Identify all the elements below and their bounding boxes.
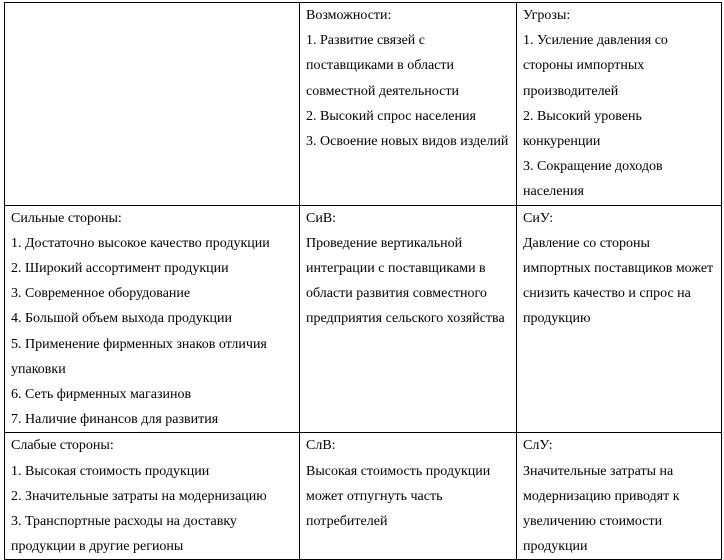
st-title: СиУ:: [523, 210, 554, 226]
strengths-title: Сильные стороны:: [11, 210, 122, 226]
opportunity-item: 3. Освоение новых видов изделий: [306, 134, 509, 150]
opportunities-cell: [300, 3, 517, 206]
strength-item: 2. Широкий ассортимент продукции: [11, 261, 229, 277]
strength-item: 7. Наличие финансов для развития: [11, 412, 219, 428]
threats-title: Угрозы:: [523, 8, 571, 23]
opportunity-item: 2. Высокий спрос населения: [306, 108, 476, 124]
swot-matrix-table: [4, 2, 722, 560]
threat-item: 2. Высокий уровень конкуренции: [523, 108, 642, 150]
so-title: СиВ:: [306, 210, 337, 226]
st-text: Давление со стороны импортных поставщиков может снизить качество и спрос на продукцию: [523, 235, 714, 327]
strengths-cell: [5, 205, 300, 433]
wt-text: Значительные затраты на модернизацию приводят к увеличению стоимости продукции: [523, 463, 680, 555]
weakness-item: 1. Высокая стоимость продукции: [11, 463, 210, 479]
so-text: Проведение вертикальной интеграции с поставщиками в области развития совместного предприятия сельского хозяйства: [306, 235, 505, 327]
strength-item: 6. Сеть фирменных магазинов: [11, 387, 192, 403]
strength-item: 3. Современное оборудование: [11, 286, 191, 302]
opportunities-title: Возможности:: [306, 8, 392, 23]
wt-title: СлУ:: [523, 438, 553, 454]
so-strategy-cell: [300, 205, 517, 433]
threat-item: 3. Сокращение доходов населения: [523, 159, 663, 200]
strength-item: 5. Применение фирменных знаков отличия упаковки: [11, 336, 267, 377]
strength-item: 1. Достаточно высокое качество продукции: [11, 235, 270, 251]
strengths-row: [5, 205, 722, 433]
wo-title: СлВ:: [306, 438, 336, 454]
strength-item: 4. Большой объем выхода продукции: [11, 311, 232, 327]
header-row: [5, 3, 722, 206]
st-strategy-cell: [517, 205, 722, 433]
opportunity-item: 1. Развитие связей с поставщиками в области совместной деятельности: [306, 33, 459, 99]
wo-text: Высокая стоимость продукции может отпугнуть часть потребителей: [306, 463, 491, 530]
threat-item: 1. Усиление давления со стороны импортных производителей: [523, 33, 668, 99]
empty-corner-cell: [5, 3, 300, 206]
weakness-item: 3. Транспортные расходы на доставку продукции в другие регионы: [11, 514, 237, 555]
weaknesses-title: Слабые стороны:: [11, 438, 114, 454]
threats-cell: [517, 3, 722, 206]
weakness-item: 2. Значительные затраты на модернизацию: [11, 488, 267, 504]
